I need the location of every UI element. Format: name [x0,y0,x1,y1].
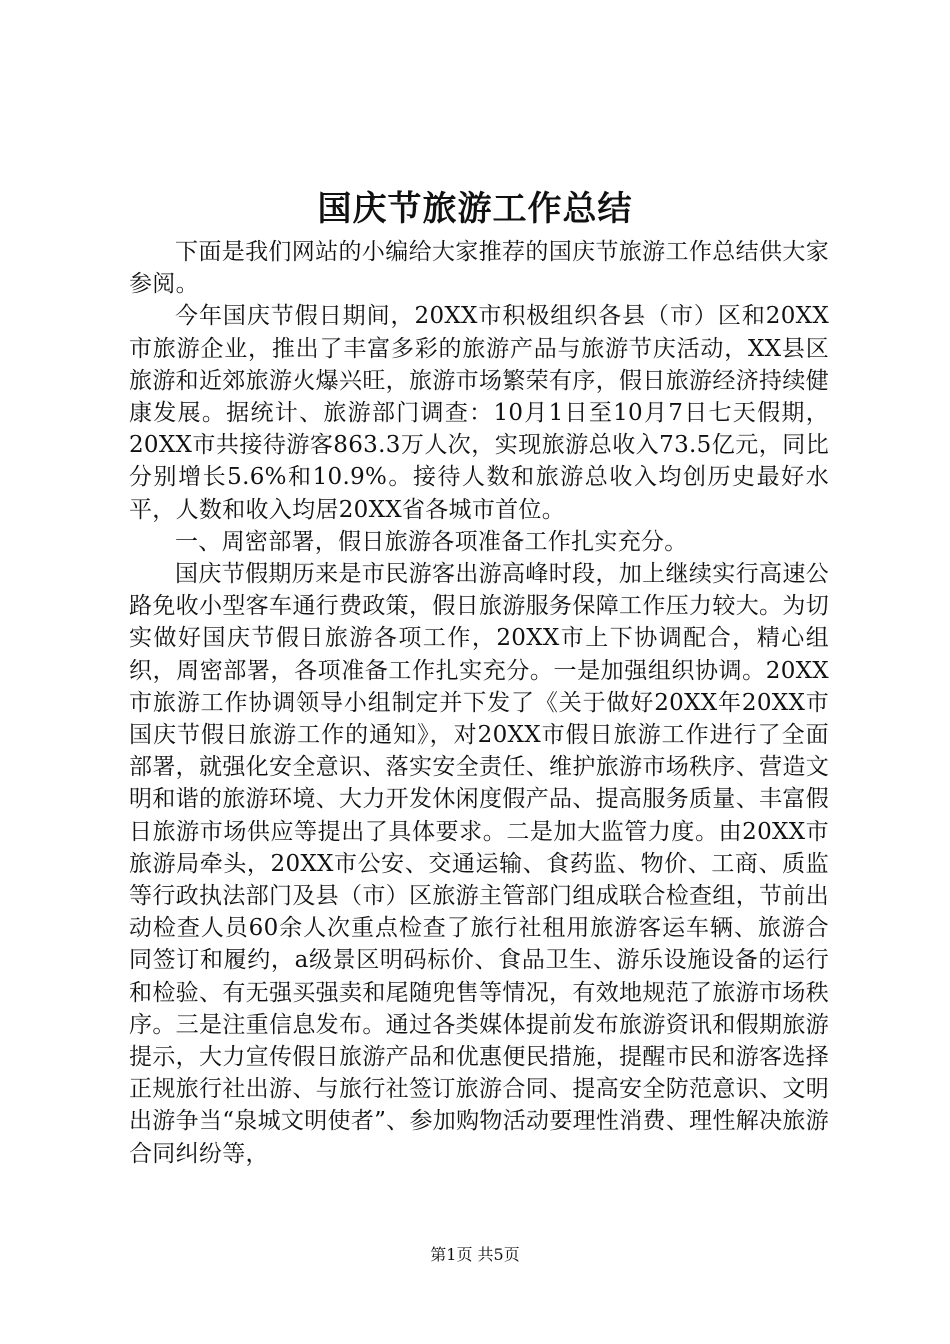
section-heading-1: 一、周密部署，假日旅游各项准备工作扎实充分。 [175,528,688,555]
intro-paragraph: 下面是我们网站的小编给大家推荐的国庆节旅游工作总结供大家参阅。 [129,239,829,298]
page-footer: 第1页 共5页 [430,1245,520,1264]
section-paragraph-1: 国庆节假期历来是市民游客出游高峰时段，加上继续实行高速公路免收小型客车通行费政策，假日旅游服务保障工作压力较大。为切实做好国庆节假日旅游各项工作，20XX市上下协调配合，精心组织，周密部署，各项准备工作扎实充分。一是加强组织协调。20XX市旅游工作协调领导小组制定并下发了《关于做好20XX年20XX市国庆节假日旅游工作的通知》，对20XX市假日旅游工作进行了全面部署，就强化安全意识、落实安全责任、维护旅游市场秩序、营造文明和谐的旅游环境、大力开发休闲度假产品、提高服务质量、丰富假日旅游市场供应等提出了具体要求。二是加大监管力度。由20XX市旅游局牵头，20XX市公安、交通运输、食药监、物价、工商、质监等行政执法部门及县（市）区旅游主管部门组成联合检查组，节前出动检查人员60余人次重点检查了旅行社租用旅游客运车辆、旅游合同签订和履约，a级景区明码标价、食品卫生、游乐设施设备的运行和检验、有无强买强卖和尾随兜售等情况，有效地规范了旅游市场秩序。三是注重信息发布。通过各类媒体提前发布旅游资讯和假期旅游提示，大力宣传假日旅游产品和优惠便民措施，提醒市民和游客选择正规旅行社出游、与旅行社签订旅游合同、提高安全防范意识、文明出游争当“泉城文明使者”、参加购物活动要理性消费、理性解决旅游合同纠纷等， [129,561,829,1167]
summary-paragraph: 今年国庆节假日期间，20XX市积极组织各县（市）区和20XX市旅游企业，推出了丰富多彩的旅游产品与旅游节庆活动，XX县区旅游和近郊旅游火爆兴旺，旅游市场繁荣有序，假日旅游经济持续健康发展。据统计、旅游部门调查：10月1日至10月7日七天假期，20XX市共接待游客863.3万人次，实现旅游总收入73.5亿元，同比分别增长5.6%和10.9%。接待人数和旅游总收入均创历史最好水平，人数和收入均居20XX省各城市首位。 [129,303,829,523]
document-body [129,236,829,1170]
document-title: 国庆节旅游工作总结 [317,189,633,229]
